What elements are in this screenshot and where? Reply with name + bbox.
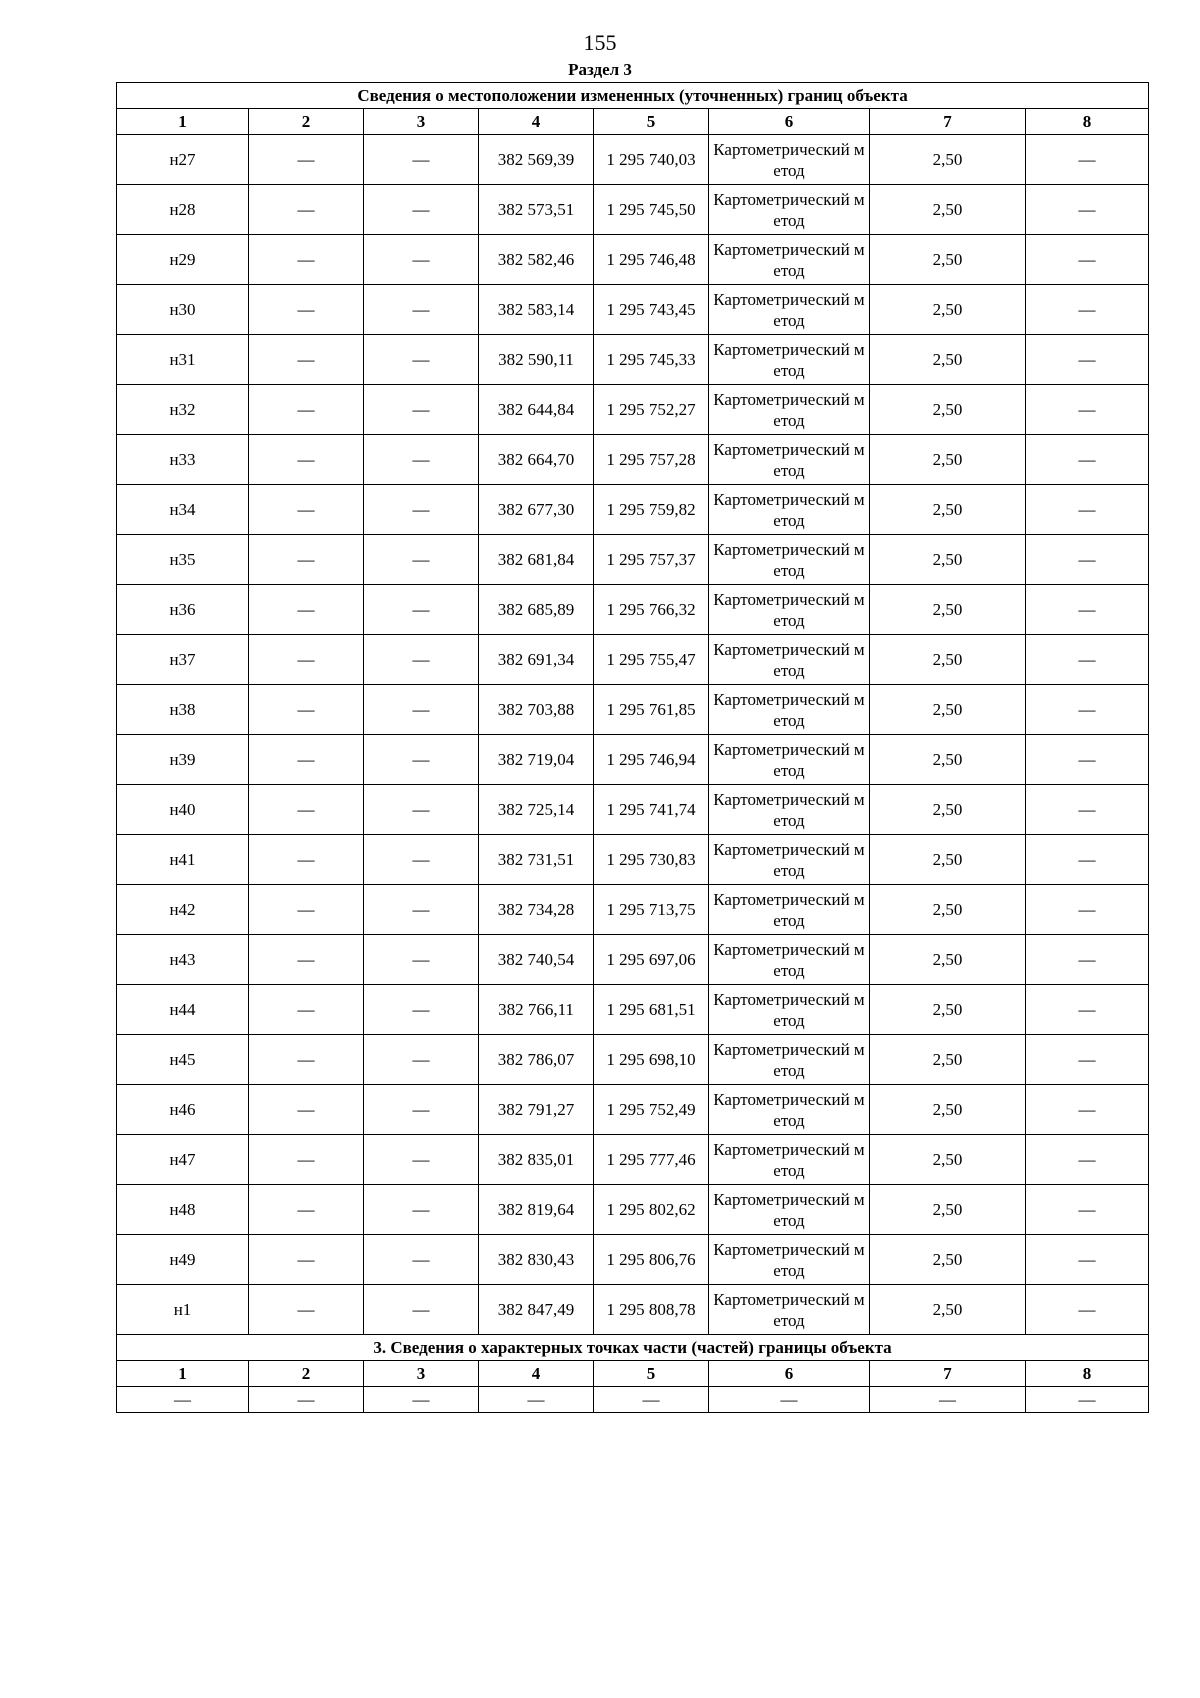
cell-point-name: н49 <box>117 1235 249 1285</box>
cell-method: Картометрический метод <box>709 1135 870 1185</box>
cell-point-name: н43 <box>117 935 249 985</box>
table-row <box>117 1085 1149 1135</box>
cell-col-3: — <box>364 1387 479 1413</box>
cell-col-2: — <box>249 685 364 735</box>
cell-method: Картометрический метод <box>709 285 870 335</box>
cell-col-2: — <box>249 635 364 685</box>
cell-method: Картометрический метод <box>709 1235 870 1285</box>
cell-x-coordinate: 382 819,64 <box>479 1185 594 1235</box>
cell-precision: 2,50 <box>870 435 1026 485</box>
cell-point-name: н36 <box>117 585 249 635</box>
cell-method: Картометрический метод <box>709 585 870 635</box>
cell-col-8: — <box>1026 635 1149 685</box>
cell-precision: 2,50 <box>870 835 1026 885</box>
cell-col-2: — <box>249 1135 364 1185</box>
column-number: 8 <box>1026 1361 1149 1387</box>
cell-col-2: — <box>249 1387 364 1413</box>
column-number: 3 <box>364 109 479 135</box>
cell-col-8: — <box>1026 985 1149 1035</box>
cell-x-coordinate: 382 734,28 <box>479 885 594 935</box>
cell-y-coordinate: 1 295 755,47 <box>594 635 709 685</box>
cell-col-8: — <box>1026 535 1149 585</box>
cell-method: Картометрический метод <box>709 1035 870 1085</box>
cell-y-coordinate: 1 295 757,28 <box>594 435 709 485</box>
cell-col-2: — <box>249 985 364 1035</box>
cell-method: Картометрический метод <box>709 785 870 835</box>
cell-col-3: — <box>364 935 479 985</box>
table-row <box>117 1285 1149 1335</box>
column-number: 5 <box>594 1361 709 1387</box>
cell-point-name: н42 <box>117 885 249 935</box>
cell-precision: 2,50 <box>870 235 1026 285</box>
cell-precision: 2,50 <box>870 285 1026 335</box>
cell-precision: 2,50 <box>870 485 1026 535</box>
cell-col-2: — <box>249 735 364 785</box>
table-row <box>117 1135 1149 1185</box>
cell-col-8: — <box>1026 735 1149 785</box>
cell-point-name: н30 <box>117 285 249 335</box>
cell-col-2: — <box>249 1085 364 1135</box>
column-number-row <box>117 109 1149 135</box>
cell-col-8: — <box>1026 1085 1149 1135</box>
table-row <box>117 485 1149 535</box>
cell-col-3: — <box>364 1185 479 1235</box>
cell-y-coordinate: 1 295 745,50 <box>594 185 709 235</box>
column-number: 6 <box>709 1361 870 1387</box>
cell-col-3: — <box>364 1135 479 1185</box>
cell-col-2: — <box>249 885 364 935</box>
cell-point-name: н31 <box>117 335 249 385</box>
cell-x-coordinate: 382 681,84 <box>479 535 594 585</box>
table-row <box>117 235 1149 285</box>
cell-method: Картометрический метод <box>709 1285 870 1335</box>
cell-precision: 2,50 <box>870 185 1026 235</box>
cell-precision: 2,50 <box>870 1285 1026 1335</box>
cell-y-coordinate: 1 295 752,49 <box>594 1085 709 1135</box>
table-row <box>117 135 1149 185</box>
cell-x-coordinate: — <box>479 1387 594 1413</box>
cell-col-2: — <box>249 1235 364 1285</box>
cell-point-name: н29 <box>117 235 249 285</box>
table-row <box>117 585 1149 635</box>
cell-precision: 2,50 <box>870 1135 1026 1185</box>
cell-point-name: н32 <box>117 385 249 435</box>
cell-method: Картометрический метод <box>709 1185 870 1235</box>
cell-method: Картометрический метод <box>709 1085 870 1135</box>
cell-method: — <box>709 1387 870 1413</box>
cell-y-coordinate: 1 295 730,83 <box>594 835 709 885</box>
cell-col-3: — <box>364 1285 479 1335</box>
cell-x-coordinate: 382 644,84 <box>479 385 594 435</box>
cell-y-coordinate: 1 295 745,33 <box>594 335 709 385</box>
cell-col-8: — <box>1026 885 1149 935</box>
cell-x-coordinate: 382 731,51 <box>479 835 594 885</box>
cell-x-coordinate: 382 835,01 <box>479 1135 594 1185</box>
table-row <box>117 285 1149 335</box>
cell-method: Картометрический метод <box>709 685 870 735</box>
boundary-coordinates-table <box>116 82 1149 1413</box>
cell-y-coordinate: 1 295 740,03 <box>594 135 709 185</box>
column-number: 4 <box>479 1361 594 1387</box>
section-label: Раздел 3 <box>568 60 632 79</box>
cell-precision: 2,50 <box>870 1185 1026 1235</box>
cell-col-2: — <box>249 835 364 885</box>
cell-col-3: — <box>364 835 479 885</box>
cell-y-coordinate: 1 295 743,45 <box>594 285 709 335</box>
cell-col-2: — <box>249 485 364 535</box>
cell-y-coordinate: 1 295 741,74 <box>594 785 709 835</box>
table-row <box>117 385 1149 435</box>
cell-col-3: — <box>364 535 479 585</box>
cell-col-3: — <box>364 785 479 835</box>
column-number: 2 <box>249 1361 364 1387</box>
cell-col-3: — <box>364 235 479 285</box>
column-number: 7 <box>870 1361 1026 1387</box>
cell-method: Картометрический метод <box>709 735 870 785</box>
cell-col-2: — <box>249 235 364 285</box>
cell-point-name: н41 <box>117 835 249 885</box>
cell-precision: 2,50 <box>870 885 1026 935</box>
cell-precision: — <box>870 1387 1026 1413</box>
cell-y-coordinate: 1 295 808,78 <box>594 1285 709 1335</box>
cell-y-coordinate: 1 295 697,06 <box>594 935 709 985</box>
cell-point-name: н45 <box>117 1035 249 1085</box>
cell-x-coordinate: 382 786,07 <box>479 1035 594 1085</box>
table-row <box>117 835 1149 885</box>
cell-y-coordinate: 1 295 806,76 <box>594 1235 709 1285</box>
table-row <box>117 1387 1149 1413</box>
cell-col-2: — <box>249 1185 364 1235</box>
cell-y-coordinate: — <box>594 1387 709 1413</box>
table-row <box>117 635 1149 685</box>
cell-precision: 2,50 <box>870 735 1026 785</box>
cell-col-3: — <box>364 385 479 435</box>
cell-point-name: н34 <box>117 485 249 535</box>
cell-point-name: н27 <box>117 135 249 185</box>
column-number: 4 <box>479 109 594 135</box>
cell-x-coordinate: 382 664,70 <box>479 435 594 485</box>
cell-col-3: — <box>364 335 479 385</box>
column-number: 5 <box>594 109 709 135</box>
cell-y-coordinate: 1 295 757,37 <box>594 535 709 585</box>
cell-col-8: — <box>1026 1387 1149 1413</box>
table-row <box>117 785 1149 835</box>
column-number: 7 <box>870 109 1026 135</box>
cell-x-coordinate: 382 590,11 <box>479 335 594 385</box>
table-row <box>117 1235 1149 1285</box>
cell-col-8: — <box>1026 1035 1149 1085</box>
cell-col-2: — <box>249 785 364 835</box>
cell-col-2: — <box>249 135 364 185</box>
cell-x-coordinate: 382 719,04 <box>479 735 594 785</box>
cell-col-3: — <box>364 285 479 335</box>
cell-col-8: — <box>1026 435 1149 485</box>
cell-method: Картометрический метод <box>709 435 870 485</box>
cell-y-coordinate: 1 295 759,82 <box>594 485 709 535</box>
table-caption-row <box>117 83 1149 109</box>
cell-col-8: — <box>1026 485 1149 535</box>
cell-precision: 2,50 <box>870 685 1026 735</box>
cell-method: Картометрический метод <box>709 135 870 185</box>
cell-y-coordinate: 1 295 746,94 <box>594 735 709 785</box>
cell-method: Картометрический метод <box>709 985 870 1035</box>
table-row <box>117 685 1149 735</box>
cell-col-8: — <box>1026 1285 1149 1335</box>
cell-precision: 2,50 <box>870 635 1026 685</box>
column-number: 3 <box>364 1361 479 1387</box>
cell-col-8: — <box>1026 1185 1149 1235</box>
cell-x-coordinate: 382 830,43 <box>479 1235 594 1285</box>
cell-col-3: — <box>364 685 479 735</box>
cell-y-coordinate: 1 295 761,85 <box>594 685 709 735</box>
cell-col-2: — <box>249 435 364 485</box>
cell-point-name: н48 <box>117 1185 249 1235</box>
cell-method: Картометрический метод <box>709 635 870 685</box>
cell-point-name: н47 <box>117 1135 249 1185</box>
cell-point-name: н38 <box>117 685 249 735</box>
cell-y-coordinate: 1 295 777,46 <box>594 1135 709 1185</box>
cell-point-name: н33 <box>117 435 249 485</box>
cell-col-3: — <box>364 1035 479 1085</box>
cell-col-2: — <box>249 335 364 385</box>
cell-x-coordinate: 382 677,30 <box>479 485 594 535</box>
cell-col-8: — <box>1026 835 1149 885</box>
table-row <box>117 985 1149 1035</box>
cell-precision: 2,50 <box>870 1035 1026 1085</box>
cell-col-8: — <box>1026 135 1149 185</box>
table-caption: Сведения о местоположении измененных (уточненных) границ объекта <box>117 83 1149 109</box>
cell-x-coordinate: 382 766,11 <box>479 985 594 1035</box>
cell-col-3: — <box>364 485 479 535</box>
cell-col-8: — <box>1026 235 1149 285</box>
table-row <box>117 735 1149 785</box>
cell-col-3: — <box>364 185 479 235</box>
column-number: 1 <box>117 1361 249 1387</box>
cell-col-8: — <box>1026 285 1149 335</box>
table-row <box>117 1185 1149 1235</box>
cell-x-coordinate: 382 582,46 <box>479 235 594 285</box>
cell-y-coordinate: 1 295 766,32 <box>594 585 709 635</box>
cell-point-name: — <box>117 1387 249 1413</box>
cell-col-8: — <box>1026 185 1149 235</box>
table-body <box>117 83 1149 1413</box>
cell-y-coordinate: 1 295 713,75 <box>594 885 709 935</box>
column-number: 1 <box>117 109 249 135</box>
cell-precision: 2,50 <box>870 535 1026 585</box>
cell-col-3: — <box>364 435 479 485</box>
cell-col-3: — <box>364 735 479 785</box>
cell-method: Картометрический метод <box>709 235 870 285</box>
cell-x-coordinate: 382 583,14 <box>479 285 594 335</box>
cell-col-3: — <box>364 585 479 635</box>
cell-method: Картометрический метод <box>709 885 870 935</box>
cell-col-2: — <box>249 185 364 235</box>
cell-col-8: — <box>1026 335 1149 385</box>
cell-method: Картометрический метод <box>709 185 870 235</box>
cell-y-coordinate: 1 295 752,27 <box>594 385 709 435</box>
cell-col-8: — <box>1026 685 1149 735</box>
cell-point-name: н1 <box>117 1285 249 1335</box>
cell-col-8: — <box>1026 585 1149 635</box>
cell-col-3: — <box>364 135 479 185</box>
cell-precision: 2,50 <box>870 935 1026 985</box>
table-row <box>117 535 1149 585</box>
cell-precision: 2,50 <box>870 985 1026 1035</box>
cell-x-coordinate: 382 725,14 <box>479 785 594 835</box>
table-caption-row <box>117 1335 1149 1361</box>
cell-x-coordinate: 382 569,39 <box>479 135 594 185</box>
cell-method: Картометрический метод <box>709 835 870 885</box>
cell-y-coordinate: 1 295 681,51 <box>594 985 709 1035</box>
cell-precision: 2,50 <box>870 135 1026 185</box>
cell-point-name: н28 <box>117 185 249 235</box>
cell-point-name: н46 <box>117 1085 249 1135</box>
cell-method: Картометрический метод <box>709 535 870 585</box>
cell-col-2: — <box>249 585 364 635</box>
cell-col-2: — <box>249 1035 364 1085</box>
cell-col-2: — <box>249 1285 364 1335</box>
cell-x-coordinate: 382 691,34 <box>479 635 594 685</box>
cell-precision: 2,50 <box>870 1235 1026 1285</box>
table-row <box>117 935 1149 985</box>
cell-x-coordinate: 382 573,51 <box>479 185 594 235</box>
cell-precision: 2,50 <box>870 335 1026 385</box>
cell-col-3: — <box>364 635 479 685</box>
cell-x-coordinate: 382 685,89 <box>479 585 594 635</box>
cell-col-8: — <box>1026 785 1149 835</box>
cell-method: Картометрический метод <box>709 935 870 985</box>
table-row <box>117 335 1149 385</box>
cell-x-coordinate: 382 703,88 <box>479 685 594 735</box>
cell-precision: 2,50 <box>870 385 1026 435</box>
cell-precision: 2,50 <box>870 785 1026 835</box>
cell-method: Картометрический метод <box>709 385 870 435</box>
cell-x-coordinate: 382 847,49 <box>479 1285 594 1335</box>
column-number-row <box>117 1361 1149 1387</box>
cell-point-name: н37 <box>117 635 249 685</box>
column-number: 2 <box>249 109 364 135</box>
cell-col-8: — <box>1026 935 1149 985</box>
cell-point-name: н40 <box>117 785 249 835</box>
cell-point-name: н39 <box>117 735 249 785</box>
cell-precision: 2,50 <box>870 1085 1026 1135</box>
table-row <box>117 435 1149 485</box>
cell-method: Картометрический метод <box>709 335 870 385</box>
cell-x-coordinate: 382 791,27 <box>479 1085 594 1135</box>
table-row <box>117 885 1149 935</box>
table-row <box>117 185 1149 235</box>
cell-y-coordinate: 1 295 802,62 <box>594 1185 709 1235</box>
cell-col-3: — <box>364 985 479 1035</box>
table-row <box>117 1035 1149 1085</box>
cell-col-3: — <box>364 1085 479 1135</box>
cell-point-name: н35 <box>117 535 249 585</box>
page-number: 155 <box>583 30 617 55</box>
cell-col-3: — <box>364 885 479 935</box>
cell-x-coordinate: 382 740,54 <box>479 935 594 985</box>
cell-col-2: — <box>249 285 364 335</box>
table-caption: 3. Сведения о характерных точках части (частей) границы объекта <box>117 1335 1149 1361</box>
cell-col-8: — <box>1026 1235 1149 1285</box>
column-number: 8 <box>1026 109 1149 135</box>
cell-method: Картометрический метод <box>709 485 870 535</box>
cell-y-coordinate: 1 295 698,10 <box>594 1035 709 1085</box>
cell-point-name: н44 <box>117 985 249 1035</box>
cell-y-coordinate: 1 295 746,48 <box>594 235 709 285</box>
cell-col-8: — <box>1026 1135 1149 1185</box>
cell-col-3: — <box>364 1235 479 1285</box>
cell-col-2: — <box>249 535 364 585</box>
column-number: 6 <box>709 109 870 135</box>
cell-precision: 2,50 <box>870 585 1026 635</box>
cell-col-2: — <box>249 385 364 435</box>
cell-col-2: — <box>249 935 364 985</box>
cell-col-8: — <box>1026 385 1149 435</box>
